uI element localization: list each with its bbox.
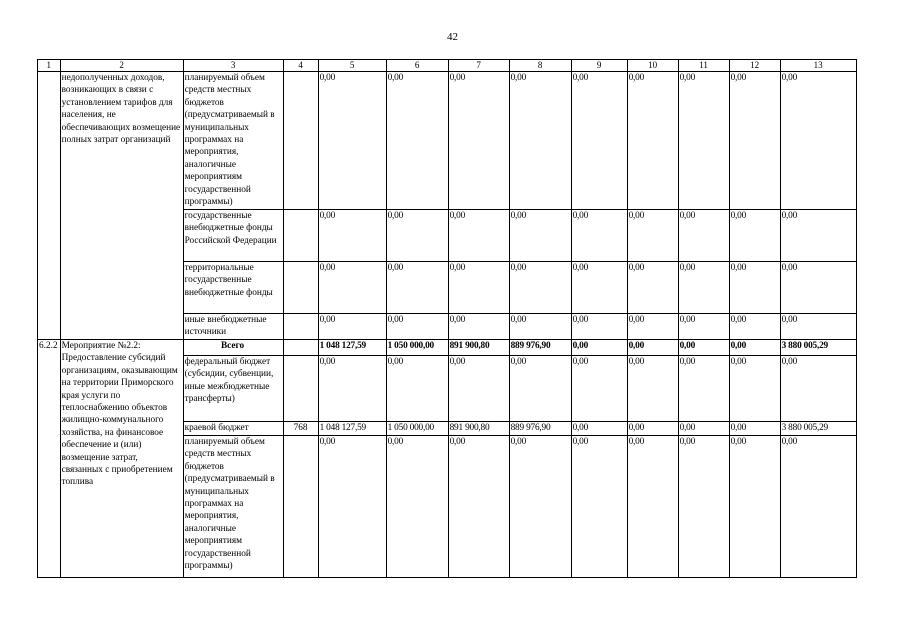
value-cell: 0,00: [678, 356, 729, 422]
value-cell: 0,00: [678, 340, 729, 356]
funding-source: иные внебюджетные источники: [183, 314, 283, 340]
header-cell: 9: [571, 60, 627, 72]
value-cell: 1 048 127,59: [318, 422, 386, 436]
value-cell: 0,00: [386, 72, 448, 210]
value-cell: 0,00: [627, 356, 678, 422]
value-cell: 0,00: [780, 72, 856, 210]
table-row: [38, 340, 857, 356]
value-cell: 0,00: [729, 436, 780, 578]
value-cell: 0,00: [386, 262, 448, 314]
value-cell: 889 976,90: [509, 422, 571, 436]
value-cell: 0,00: [729, 356, 780, 422]
value-cell: 0,00: [571, 314, 627, 340]
header-row: [38, 60, 857, 72]
value-cell: 0,00: [729, 422, 780, 436]
value-cell: 0,00: [509, 210, 571, 262]
value-cell: 0,00: [571, 340, 627, 356]
header-cell: 5: [318, 60, 386, 72]
funding-source: федеральный бюджет (субсидии, субвенции, иные межбюджетные трансферты): [183, 356, 283, 422]
value-cell: 0,00: [571, 356, 627, 422]
value-cell: 891 900,80: [448, 422, 509, 436]
funding-source: государственные внебюджетные фонды Российской Федерации: [183, 210, 283, 262]
value-cell: 0,00: [627, 314, 678, 340]
value-cell: 0,00: [729, 314, 780, 340]
value-cell: 0,00: [448, 72, 509, 210]
page-number: 42: [447, 31, 458, 43]
value-cell: 0,00: [386, 210, 448, 262]
value-cell: 0,00: [627, 340, 678, 356]
funding-source: краевой бюджет: [183, 422, 283, 436]
budget-code: [283, 210, 318, 262]
value-cell: 0,00: [509, 314, 571, 340]
budget-code: [283, 340, 318, 356]
value-cell: 0,00: [678, 262, 729, 314]
value-cell: 0,00: [448, 356, 509, 422]
row-number: [38, 72, 61, 340]
value-cell: 1 048 127,59: [318, 340, 386, 356]
value-cell: 0,00: [627, 262, 678, 314]
budget-code: [283, 72, 318, 210]
value-cell: 0,00: [318, 356, 386, 422]
value-cell: 0,00: [571, 72, 627, 210]
value-cell: 0,00: [571, 210, 627, 262]
value-cell: 0,00: [678, 210, 729, 262]
budget-code: [283, 436, 318, 578]
value-cell: 0,00: [509, 72, 571, 210]
value-cell: 1 050 000,00: [386, 340, 448, 356]
value-cell: 0,00: [448, 210, 509, 262]
header-cell: 7: [448, 60, 509, 72]
header-cell: 4: [283, 60, 318, 72]
value-cell: 0,00: [678, 436, 729, 578]
row-number: 6.2.2: [38, 340, 61, 578]
value-cell: 0,00: [729, 72, 780, 210]
value-cell: 0,00: [729, 340, 780, 356]
value-cell: 0,00: [729, 262, 780, 314]
value-cell: 0,00: [448, 262, 509, 314]
budget-table: [37, 59, 857, 578]
funding-source: планируемый объем средств местных бюджетов (предусматриваемый в муниципальных программах на мероприятия, аналогичные мероприятиям государственной программы): [183, 72, 283, 210]
value-cell: 0,00: [571, 422, 627, 436]
funding-source: территориальные государственные внебюджетные фонды: [183, 262, 283, 314]
value-cell: 0,00: [509, 356, 571, 422]
value-cell: 0,00: [448, 314, 509, 340]
value-cell: 0,00: [627, 436, 678, 578]
header-cell: 2: [60, 60, 183, 72]
value-cell: 0,00: [627, 210, 678, 262]
value-cell: 0,00: [627, 422, 678, 436]
value-cell: 0,00: [386, 436, 448, 578]
budget-code: [283, 262, 318, 314]
value-cell: 0,00: [780, 436, 856, 578]
event-description: Мероприятие №2.2: Предоставление субсидий организациям, оказывающим на территории Приморского края услуги по теплоснабжению объектов жилищно-коммунального хозяйства, на финансовое обеспечение и (или) возмещение затрат, связанных с приобретением топлива: [60, 340, 183, 578]
value-cell: 1 050 000,00: [386, 422, 448, 436]
value-cell: 0,00: [780, 262, 856, 314]
header-cell: 6: [386, 60, 448, 72]
header-cell: 3: [183, 60, 283, 72]
budget-code: [283, 356, 318, 422]
value-cell: 0,00: [678, 72, 729, 210]
value-cell: 0,00: [318, 314, 386, 340]
table-body: [38, 60, 857, 578]
header-cell: 1: [38, 60, 61, 72]
value-cell: 0,00: [571, 262, 627, 314]
value-cell: 0,00: [318, 436, 386, 578]
value-cell: 0,00: [627, 72, 678, 210]
value-cell: 0,00: [780, 314, 856, 340]
value-cell: 0,00: [386, 356, 448, 422]
event-description: недополученных доходов, возникающих в связи с установлением тарифов для населения, не обеспечивающих возмещение полных затрат организаций: [60, 72, 183, 340]
value-cell: 0,00: [678, 422, 729, 436]
value-cell: 0,00: [509, 262, 571, 314]
value-cell: 0,00: [386, 314, 448, 340]
budget-code: 768: [283, 422, 318, 436]
value-cell: 0,00: [678, 314, 729, 340]
header-cell: 8: [509, 60, 571, 72]
header-cell: 13: [780, 60, 856, 72]
value-cell: 0,00: [509, 436, 571, 578]
value-cell: 0,00: [729, 210, 780, 262]
funding-source: планируемый объем средств местных бюджетов (предусматриваемый в муниципальных программах на мероприятия, аналогичные мероприятиям государственной программы): [183, 436, 283, 578]
value-cell: 3 880 005,29: [780, 340, 856, 356]
value-cell: 0,00: [448, 436, 509, 578]
funding-source: Всего: [183, 340, 283, 356]
table-row: [38, 72, 857, 210]
value-cell: 889 976,90: [509, 340, 571, 356]
header-cell: 10: [627, 60, 678, 72]
value-cell: 891 900,80: [448, 340, 509, 356]
value-cell: 0,00: [318, 262, 386, 314]
header-cell: 12: [729, 60, 780, 72]
value-cell: 0,00: [318, 210, 386, 262]
value-cell: 3 880 005,29: [780, 422, 856, 436]
header-cell: 11: [678, 60, 729, 72]
budget-code: [283, 314, 318, 340]
value-cell: 0,00: [780, 356, 856, 422]
value-cell: 0,00: [318, 72, 386, 210]
value-cell: 0,00: [571, 436, 627, 578]
value-cell: 0,00: [780, 210, 856, 262]
